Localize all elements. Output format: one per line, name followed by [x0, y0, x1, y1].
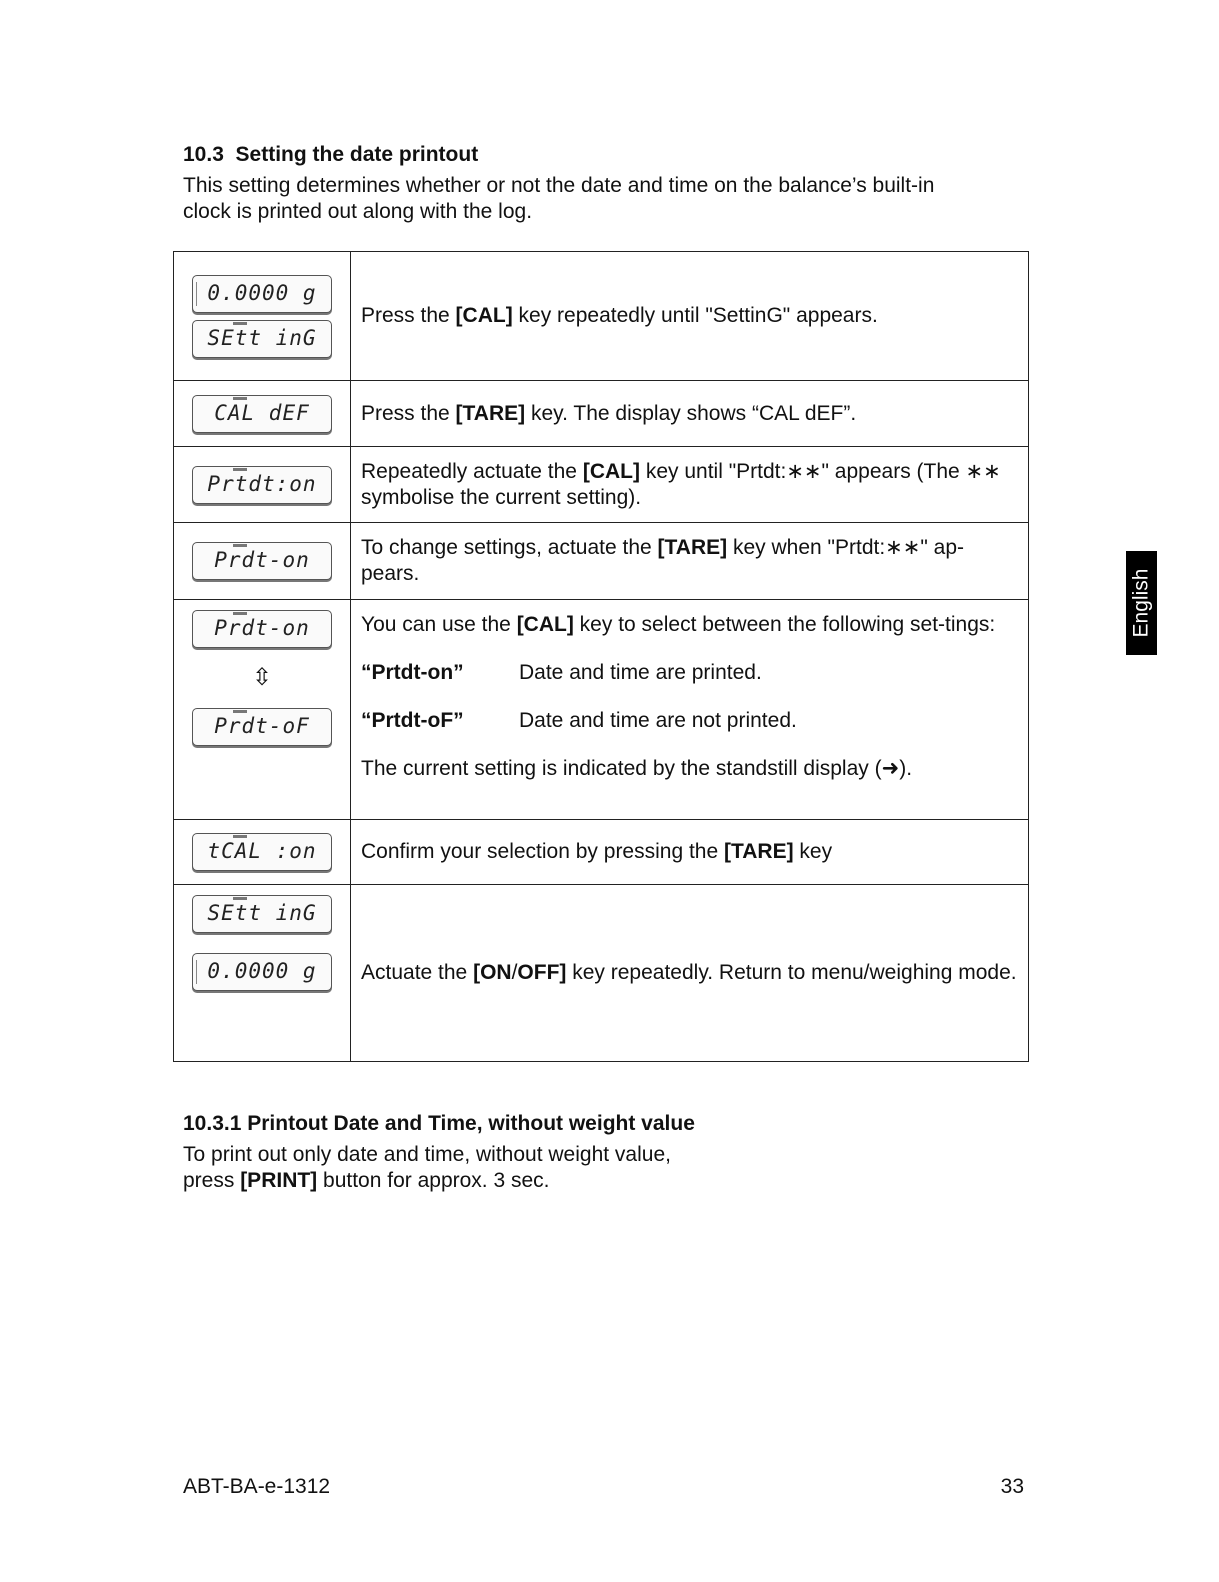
lcd-display-prdt-of: Prdt-oF — [192, 708, 332, 746]
key-label: OFF] — [517, 961, 567, 984]
instruction-cell: Press the [CAL] key repeatedly until "SettinG" appears. — [351, 252, 1029, 381]
section-intro — [183, 173, 934, 225]
instruction-cell: Repeatedly actuate the [CAL] key until "Prtdt:∗∗" appears (The ∗∗ symbolise the current setting). — [351, 447, 1029, 523]
lcd-display-prdt-on: Prdt-on — [192, 610, 332, 648]
display-cell — [174, 600, 351, 820]
intro-line-2: clock is printed out along with the log. — [183, 200, 533, 223]
step-row-5 — [174, 600, 1029, 820]
standstill-note: The current setting is indicated by the standstill display (➜). — [361, 757, 913, 780]
option-desc: Date and time are printed. — [519, 661, 762, 684]
lcd-display-tcal-on: tCAL :on — [192, 833, 332, 871]
instruction-cell: You can use the [CAL] key to select between the following set-tings: “Prtdt-on” Date and time are printed. “Prtdt-oF” Date and time are not printed. The current setting is indicated by the standstill display (➜). — [351, 600, 1029, 820]
section-title: Setting the date printout — [235, 143, 479, 166]
language-label: English — [1129, 568, 1153, 638]
key-label: [TARE] — [724, 840, 794, 863]
option-desc: Date and time are not printed. — [519, 709, 797, 732]
lcd-display-setting: SEtt inG — [192, 320, 332, 358]
lcd-display-cal-def: CAL dEF — [192, 395, 332, 433]
subsection-number: 10.3.1 — [183, 1112, 242, 1135]
key-label: [CAL] — [582, 459, 640, 483]
option-row — [361, 660, 1018, 686]
key-label: [TARE] — [455, 401, 526, 425]
option-key: “Prtdt-oF” — [361, 709, 464, 732]
display-cell — [174, 820, 351, 885]
subsection-title: Printout Date and Time, without weight value — [247, 1112, 695, 1135]
key-label: [CAL] — [516, 613, 574, 636]
option-key: “Prtdt-on” — [361, 661, 464, 684]
up-down-arrow-icon: ⇳ — [251, 664, 273, 691]
subsection-body: To print out only date and time, without weight value, press [PRINT] button for approx. 3 sec. — [183, 1143, 671, 1192]
section-heading — [183, 143, 478, 167]
step-row-7 — [174, 885, 1029, 1062]
subsection-heading — [183, 1112, 695, 1136]
display-cell — [174, 523, 351, 600]
key-label: [CAL] — [455, 304, 513, 327]
key-label: [TARE] — [657, 536, 728, 559]
subsection-line-1: To print out only date and time, without weight value, — [183, 1143, 671, 1166]
step-row-4 — [174, 523, 1029, 600]
steps-table — [173, 251, 1029, 1062]
language-tab — [1126, 551, 1157, 655]
instruction-cell: Confirm your selection by pressing the [TARE] key — [351, 820, 1029, 885]
display-cell — [174, 447, 351, 523]
key-label: [ON — [473, 961, 512, 984]
step-row-6 — [174, 820, 1029, 885]
footer-page-number: 33 — [1000, 1475, 1024, 1498]
display-cell — [174, 885, 351, 1062]
display-cell — [174, 252, 351, 381]
footer-doc-id: ABT-BA-e-1312 — [183, 1475, 331, 1498]
option-row — [361, 708, 1018, 734]
lcd-display-setting: SEtt inG — [192, 895, 332, 933]
lcd-display-prdt-on: Prdt-on — [192, 542, 332, 580]
step-row-3 — [174, 447, 1029, 523]
instruction-cell: To change settings, actuate the [TARE] key when "Prtdt:∗∗" ap-pears. — [351, 523, 1029, 600]
instruction-cell: Actuate the [ON/OFF] key repeatedly. Return to menu/weighing mode. — [351, 885, 1029, 1062]
arrow-right-icon: ➜ — [881, 757, 900, 780]
lcd-display-prtdt: Prtdt:on — [192, 466, 332, 504]
lcd-display-weight: 0.0000 g — [192, 275, 332, 313]
key-label: [PRINT] — [240, 1169, 318, 1192]
intro-line-1: This setting determines whether or not the date and time on the balance’s built-in — [183, 174, 935, 197]
instruction-cell: Press the [TARE] key. The display shows “CAL dEF”. — [351, 381, 1029, 447]
step-row-1 — [174, 252, 1029, 381]
step-row-2 — [174, 381, 1029, 447]
lcd-display-weight: 0.0000 g — [192, 953, 332, 991]
display-cell — [174, 381, 351, 447]
section-number: 10.3 — [183, 143, 224, 166]
